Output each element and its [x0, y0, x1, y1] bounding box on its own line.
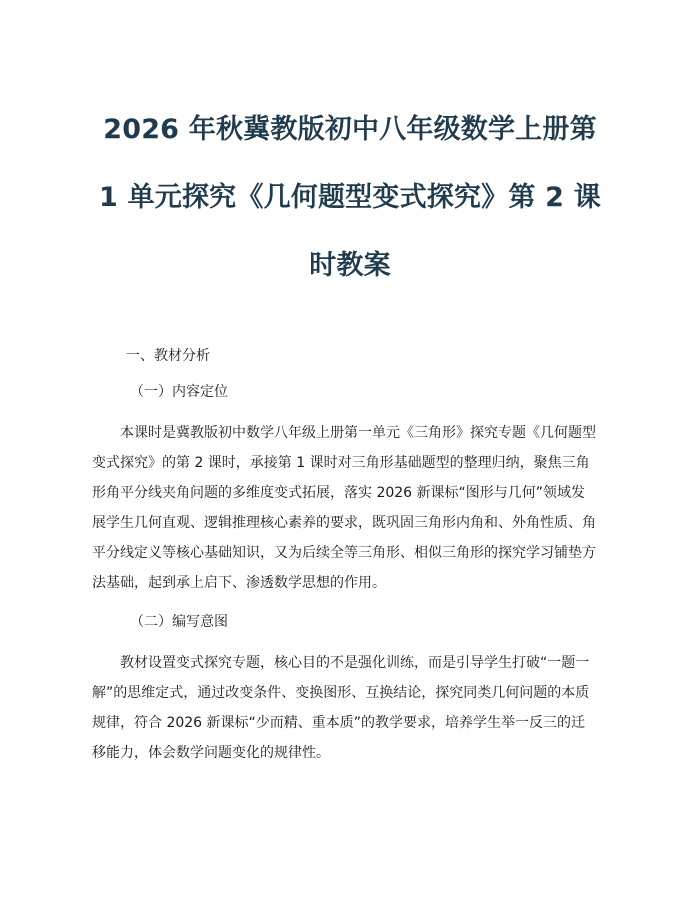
- document-body: [92, 346, 608, 768]
- title-line: 时教案: [309, 250, 391, 281]
- paragraph-line: 形角平分线夹角问题的多维度变式拓展，落实 2026 新课标“图形与几何”领域发: [92, 485, 586, 501]
- paragraph-line: 解”的思维定式，通过改变条件、变换图形、互换结论，探究同类几何问题的本质: [92, 685, 590, 701]
- subsection-heading: （一）内容定位: [130, 384, 228, 400]
- paragraph-line: 展学生几何直观、逻辑推理核心素养的要求，既巩固三角形内角和、外角性质、角: [92, 515, 596, 531]
- document-title: [92, 0, 608, 300]
- paragraph-line: 规律，符合 2026 新课标“少而精、重本质”的教学要求，培养学生举一反三的迁: [92, 715, 586, 731]
- paragraph-line: 本课时是冀教版初中数学八年级上册第一单元《三角形》探究专题《几何题型: [120, 425, 596, 441]
- paragraph-content-positioning: [92, 418, 608, 598]
- paragraph-line: 移能力，体会数学问题变化的规律性。: [92, 745, 330, 761]
- title-line: 2026 年秋冀教版初中八年级数学上册第: [103, 114, 597, 145]
- paragraph-line: 教材设置变式探究专题，核心目的不是强化训练，而是引导学生打破“一题一: [120, 655, 590, 671]
- section-heading: 一、教材分析: [126, 348, 210, 364]
- paragraph-line: 平分线定义等核心基础知识，又为后续全等三角形、相似三角形的探究学习铺垫方: [92, 545, 596, 561]
- title-line: 1 单元探究《几何题型变式探究》第 2 课: [99, 182, 601, 213]
- paragraph-line: 法基础，起到承上启下、渗透数学思想的作用。: [92, 575, 386, 591]
- paragraph-line: 变式探究》的第 2 课时，承接第 1 课时对三角形基础题型的整理归纳，聚焦三角: [92, 455, 590, 471]
- paragraph-writing-intent: [92, 648, 608, 768]
- subsection-heading: （二）编写意图: [130, 614, 228, 630]
